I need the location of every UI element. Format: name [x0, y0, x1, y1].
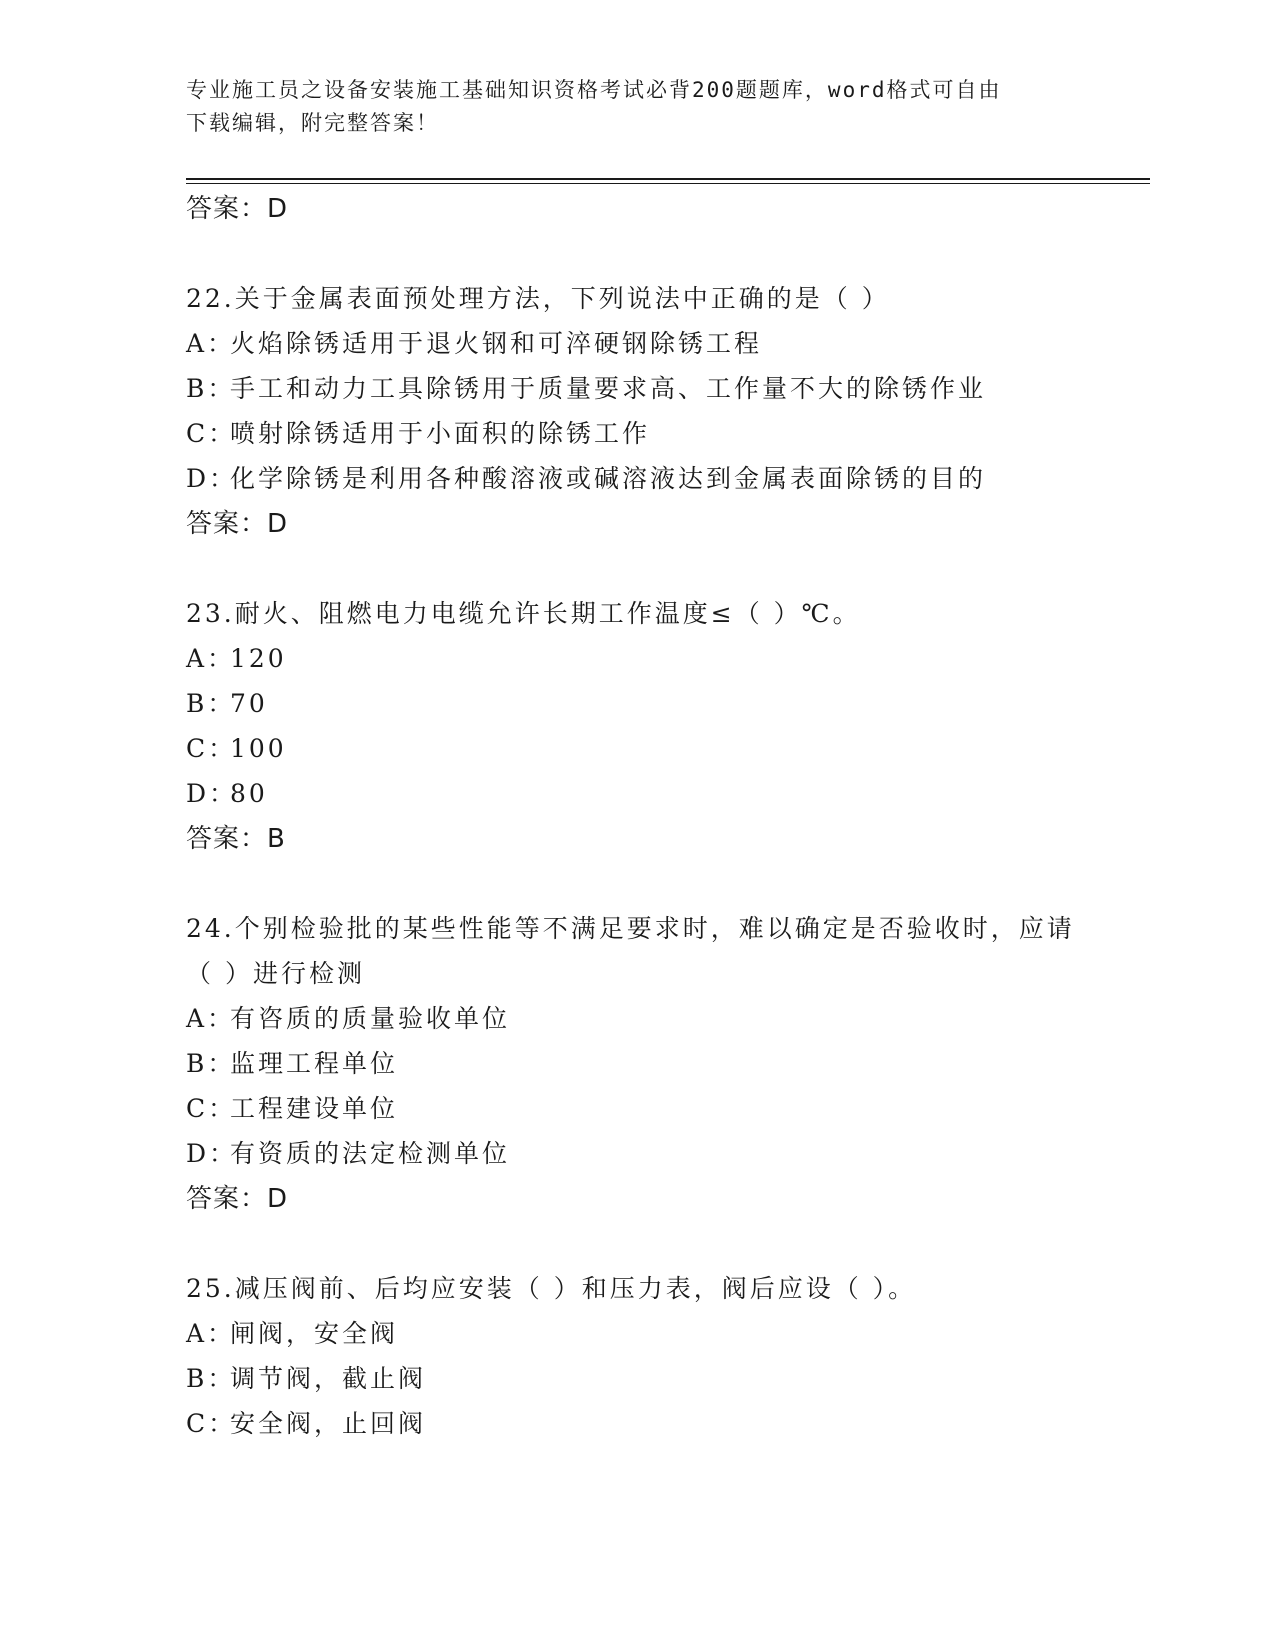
option-label: B： [186, 689, 236, 718]
option-text: 安全阀，止回阀 [230, 1409, 427, 1438]
spacer [186, 547, 1086, 591]
option-text: 火焰除锈适用于退火钢和可淬硬钢除锈工程 [230, 329, 763, 358]
question-text: 25.减压阀前、后均应安装（ ）和压力表，阀后应设（ ）。 [186, 1274, 917, 1303]
option-text: 有咨质的质量验收单位 [230, 1004, 511, 1033]
option-text: 120 [230, 644, 287, 673]
spacer [186, 1222, 1086, 1266]
answer: 答案：D [186, 509, 289, 539]
document-header [186, 74, 1066, 140]
header-rule-thick [186, 178, 1150, 180]
option-a [186, 996, 1086, 1041]
option-label: B： [186, 1049, 236, 1078]
option-c [186, 726, 1086, 771]
option-text: 监理工程单位 [230, 1049, 399, 1078]
option-text: 工程建设单位 [230, 1094, 399, 1123]
option-label: C： [186, 419, 237, 448]
option-c [186, 1401, 1086, 1446]
question-text: 24.个别检验批的某些性能等不满足要求时，难以确定是否验收时，应请（ ）进行检测 [186, 914, 1075, 988]
option-a [186, 321, 1086, 366]
answer: 答案：D [186, 1184, 289, 1214]
answer: 答案：B [186, 824, 286, 854]
question-text: 22.关于金属表面预处理方法，下列说法中正确的是（ ） [186, 284, 890, 313]
option-label: C： [186, 1409, 237, 1438]
option-text: 闸阀，安全阀 [230, 1319, 399, 1348]
spacer [186, 862, 1086, 906]
option-text: 80 [230, 779, 268, 808]
option-text: 调节阀，截止阀 [230, 1364, 427, 1393]
option-text: 有资质的法定检测单位 [230, 1139, 511, 1168]
question-block [186, 591, 1086, 862]
header-line-1: 专业施工员之设备安装施工基础知识资格考试必背200题题库，word格式可自由 [186, 78, 1002, 102]
option-b [186, 1356, 1086, 1401]
option-d [186, 456, 1086, 501]
option-c [186, 411, 1086, 456]
option-c [186, 1086, 1086, 1131]
option-label: A： [186, 644, 236, 673]
question-text: 23.耐火、阻燃电力电缆允许长期工作温度≤（ ）℃。 [186, 599, 861, 628]
option-a [186, 1311, 1086, 1356]
header-rule-thin [186, 183, 1150, 184]
option-b [186, 1041, 1086, 1086]
previous-answer: 答案：D [186, 194, 289, 224]
option-text: 喷射除锈适用于小面积的除锈工作 [230, 419, 651, 448]
option-text: 化学除锈是利用各种酸溶液或碱溶液达到金属表面除锈的目的 [230, 464, 987, 493]
option-label: A： [186, 329, 236, 358]
question-list [186, 186, 1086, 1446]
option-label: C： [186, 1094, 237, 1123]
option-label: A： [186, 1004, 236, 1033]
option-label: B： [186, 1364, 236, 1393]
header-line-2: 下载编辑，附完整答案！ [186, 111, 439, 135]
spacer [186, 232, 1086, 276]
option-text: 100 [230, 734, 287, 763]
option-label: B： [186, 374, 236, 403]
option-text: 手工和动力工具除锈用于质量要求高、工作量不大的除锈作业 [230, 374, 987, 403]
option-a [186, 636, 1086, 681]
option-label: C： [186, 734, 237, 763]
option-d [186, 1131, 1086, 1176]
option-label: D： [186, 779, 238, 808]
option-label: D： [186, 1139, 238, 1168]
option-label: D： [186, 464, 238, 493]
question-block [186, 906, 1086, 1222]
option-text: 70 [230, 689, 268, 718]
option-b [186, 681, 1086, 726]
question-block [186, 1266, 1086, 1446]
question-block [186, 276, 1086, 547]
option-label: A： [186, 1319, 236, 1348]
option-d [186, 771, 1086, 816]
option-b [186, 366, 1086, 411]
